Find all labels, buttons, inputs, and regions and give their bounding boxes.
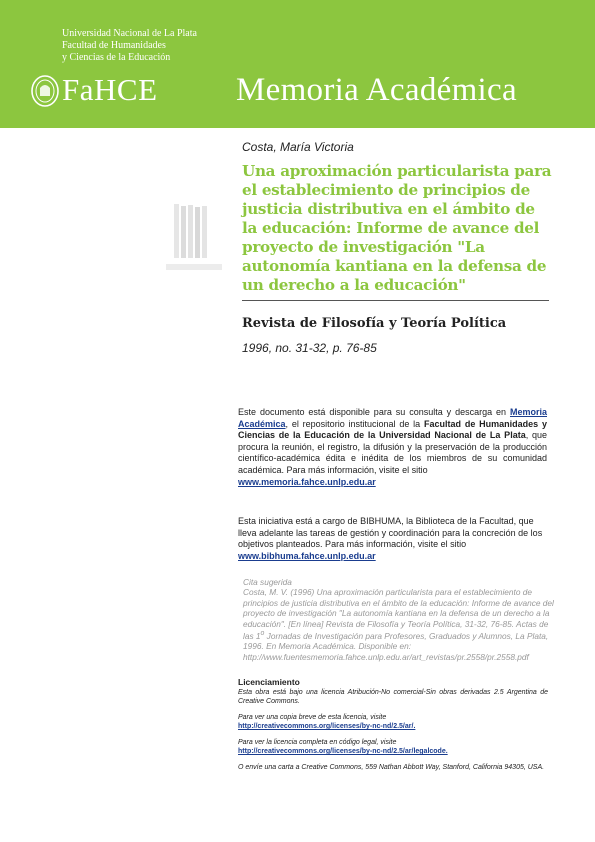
memoria-link[interactable]: Memoria Académica bbox=[238, 407, 547, 429]
availability-text-3: , que procura la reunión, el registro, la difusión y la preservación de la producción científico-académica édita e inédita de los miembros de su comunidad académica. Para más información, visite el sitio bbox=[238, 430, 547, 475]
memoria-url-link[interactable]: www.memoria.fahce.unlp.edu.ar bbox=[238, 476, 376, 487]
journal-name: Revista de Filosofía y Teoría Política bbox=[242, 316, 507, 331]
license-full-paragraph bbox=[238, 738, 548, 756]
license-copy-link[interactable]: http://creativecommons.org/licenses/by-nc-nd/2.5/ar/. bbox=[238, 723, 416, 730]
availability-paragraph bbox=[238, 407, 547, 488]
university-lines bbox=[62, 28, 197, 64]
license-copy-text: Para ver una copia breve de esta licencia, visite bbox=[238, 714, 387, 721]
suggested-citation bbox=[243, 577, 555, 662]
header-banner bbox=[0, 0, 595, 128]
citation-text-2: Jornadas de Investigación para Profesores, Graduados y Alumnos, La Plata, 1996. En Memoria Académica. Disponible en: http://www.fuentesmemoria.fahce.unlp.edu.ar/art_revistas/pr.2558/pr.2558.pdf bbox=[243, 630, 549, 662]
author-name: Costa, María Victoria bbox=[242, 140, 354, 154]
faculty-line-2: y Ciencias de la Educación bbox=[62, 52, 171, 63]
availability-text-2: , el repositorio institucional de la bbox=[285, 418, 425, 429]
issue-info: 1996, no. 31-32, p. 76-85 bbox=[242, 341, 377, 355]
university-line: Universidad Nacional de La Plata bbox=[62, 28, 197, 39]
license-full-link[interactable]: http://creativecommons.org/licenses/by-nc-nd/2.5/ar/legalcode. bbox=[238, 748, 448, 755]
availability-text: Este documento está disponible para su consulta y descarga en bbox=[238, 407, 510, 417]
citation-superscript: o bbox=[260, 630, 265, 638]
bibhuma-text: Esta iniciativa está a cargo de BIBHUMA, la Biblioteca de la Facultad, que lleva adelante las tareas de gestión y coordinación para la concreción de los objetivos planteados. Para más información, visite el sitio bbox=[238, 516, 543, 550]
university-seal-icon bbox=[30, 74, 60, 108]
institution-name: Facultad de Humanidades y Ciencias de la Educación de la Universidad Nacional de La Plata bbox=[238, 418, 547, 441]
license-block bbox=[238, 688, 548, 779]
divider bbox=[242, 300, 549, 301]
license-full-text: Para ver la licencia completa en código legal, visite bbox=[238, 739, 397, 746]
license-copy-paragraph bbox=[238, 713, 548, 731]
document-title: Una aproximación particularista para el establecimiento de principios de justicia distributiva en el ámbito de la educación: Informe de avance del proyecto de investigación "La autonomía kantiana en la defensa de un derecho a la educación" bbox=[242, 162, 552, 294]
citation-label: Cita sugerida bbox=[243, 577, 292, 587]
books-watermark-icon bbox=[166, 202, 222, 274]
license-text: Esta obra está bajo una licencia Atribución-No comercial-Sin obras derivadas 2.5 Argentina de Creative Commons. bbox=[238, 689, 548, 705]
bibhuma-paragraph bbox=[238, 516, 547, 562]
citation-text: Costa, M. V. (1996) Una aproximación particularista para el establecimiento de principios de justicia distributiva en el ámbito de la educación: Informe de avance del proyecto de investigación "La autonomía kantiana en la defensa de un derecho a la educación". [En línea] Revista de Filosofía y Teoría Política, 31-32, 76-85. Actas de las 1 bbox=[243, 587, 554, 641]
repository-title: Memoria Académica bbox=[236, 72, 517, 108]
license-heading: Licenciamiento bbox=[238, 677, 300, 687]
fahce-logo: FaHCE bbox=[62, 72, 158, 107]
license-mail-text: O envíe una carta a Creative Commons, 559 Nathan Abbott Way, Stanford, California 94305, USA. bbox=[238, 764, 545, 771]
faculty-line: Facultad de Humanidades bbox=[62, 40, 166, 51]
bibhuma-url-link[interactable]: www.bibhuma.fahce.unlp.edu.ar bbox=[238, 550, 376, 561]
